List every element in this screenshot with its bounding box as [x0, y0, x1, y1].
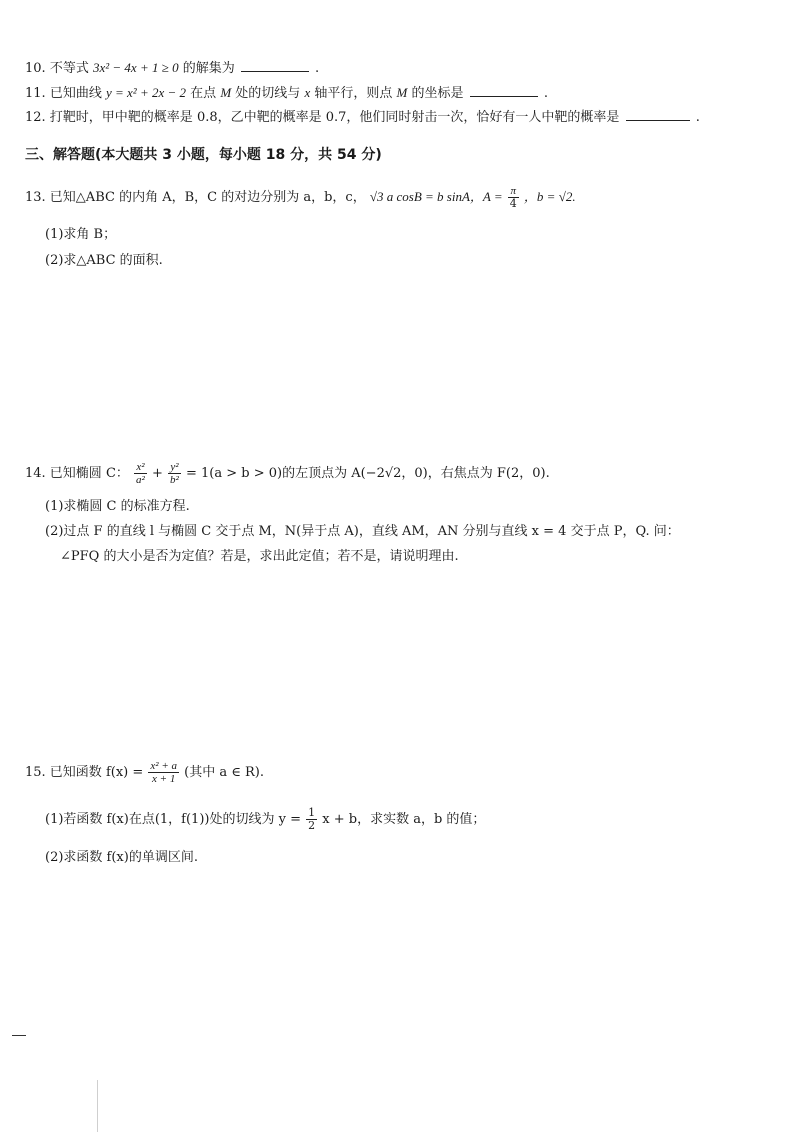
question-13: 13. 已知△ABC 的内角 A，B，C 的对边分别为 a，b，c， √3 a cosB = b sinA，A = $\frac{\pi}{4}$ ，b = √2.: [25, 185, 576, 210]
question-12: 12. 打靶时，甲中靶的概率是 0.8，乙中靶的概率是 0.7，他们同时射击一次，恰好有一人中靶的概率是 .: [25, 110, 700, 125]
fraction-fx: $\frac{\text{x² + a}}{x + 1}$: [150, 760, 178, 785]
question-10: 10. 不等式 3x² − 4x + 1 ≥ 0 的解集为 .: [25, 60, 320, 76]
question-15-part-1: (1)若函数 f(x)在点(1，f(1))处的切线为 y = $\frac{1}{2}$ x + b，求实数 a，b 的值；: [45, 806, 486, 832]
question-11: 11. 已知曲线 y = x² + 2x − 2 在点 M 处的切线与 x 轴平行，则点 M 的坐标是 .: [25, 85, 548, 101]
answer-blank-12[interactable]: [626, 108, 690, 121]
margin-tick-mark: [12, 1035, 26, 1036]
question-15-part-2: (2)求函数 f(x)的单调区间.: [45, 850, 198, 865]
fraction-one-half: $\frac{1}{2}$: [308, 806, 316, 832]
fraction-x2-over-a2: $\frac{\text{x²}}{\text{a²}}$: [136, 461, 145, 486]
fraction-pi-over-4: $\frac{\pi}{4}$: [509, 185, 517, 210]
question-13-part-2: (2)求△ABC 的面积.: [45, 253, 163, 268]
section-heading: 三、解答题(本大题共 3 小题，每小题 18 分，共 54 分): [25, 147, 382, 163]
question-15: 15. 已知函数 f(x) = $\frac{\text{x² + a}}{x + 1}$ (其中 a ∈ R).: [25, 760, 264, 785]
question-14-part-2-cont: ∠PFQ 的大小是否为定值？若是，求出此定值；若不是，请说明理由.: [60, 549, 459, 564]
margin-line: [97, 1080, 98, 1132]
question-13-part-1: (1)求角 B；: [45, 227, 117, 242]
answer-blank-11[interactable]: [470, 84, 538, 97]
question-14-part-1: (1)求椭圆 C 的标准方程.: [45, 499, 190, 514]
question-14: 14. 已知椭圆 C： $\frac{\text{x²}}{\text{a²}}$ + $\frac{\text{y²}}{\text{b²}}$ = 1(a > b > 0)的左顶点为 A(−2√2，0)，右焦点为 F(2，0).: [25, 461, 550, 486]
question-14-part-2: (2)过点 F 的直线 l 与椭圆 C 交于点 M，N(异于点 A)，直线 AM，AN 分别与直线 x = 4 交于点 P，Q. 问：: [45, 524, 680, 539]
fraction-y2-over-b2: $\frac{\text{y²}}{\text{b²}}$: [170, 461, 179, 486]
answer-blank-10[interactable]: [241, 59, 309, 72]
